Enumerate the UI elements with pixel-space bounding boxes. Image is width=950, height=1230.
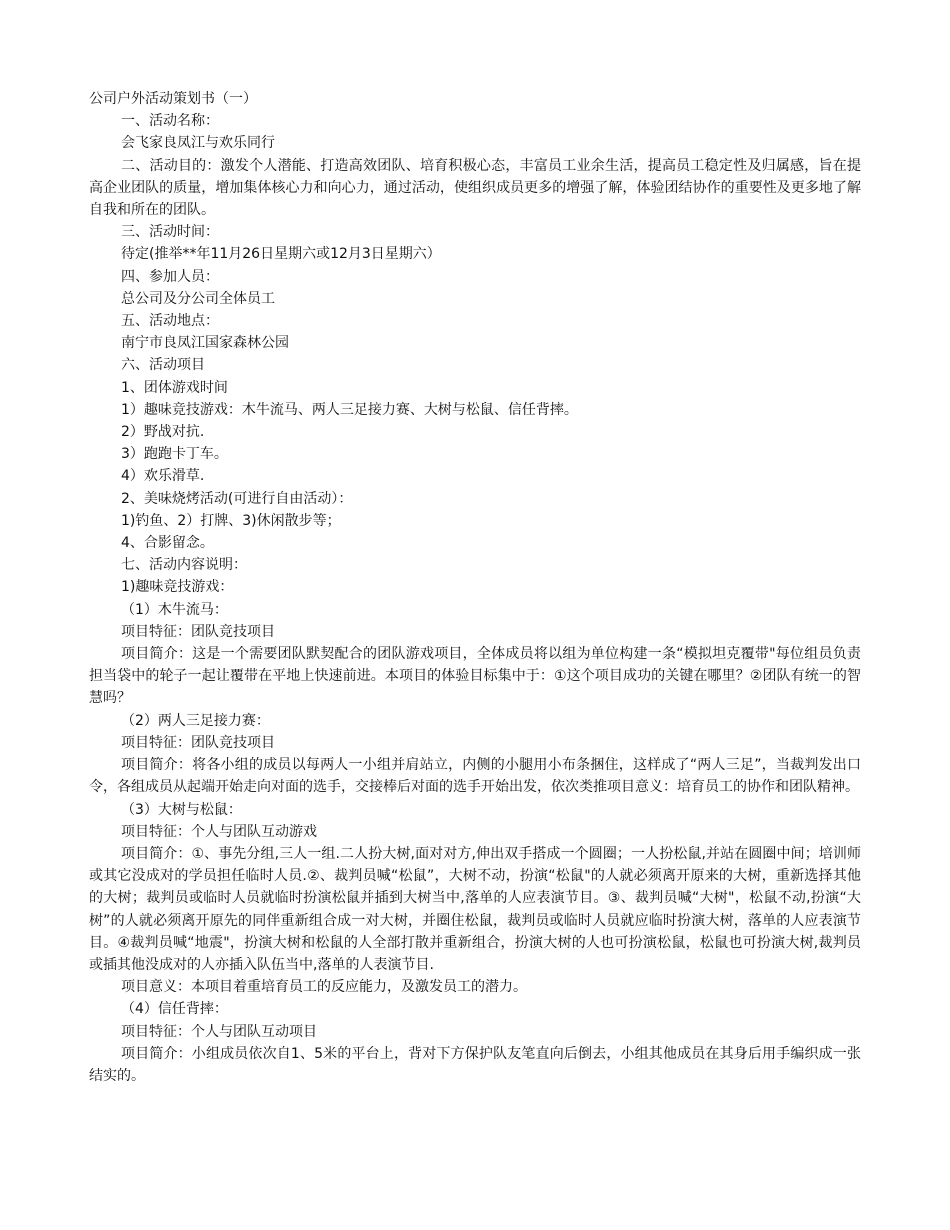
list-item: 1)钓鱼、2）打牌、3)休闲散步等； [121,512,341,529]
paragraph-location: 南宁市良凤江国家森林公园 [121,335,289,352]
document-body [89,88,861,1087]
paragraph-item-feature: 项目特征：团队竞技项目 [121,734,275,751]
section-heading-content-description: 七、活动内容说明： [121,557,247,574]
paragraph-item-intro: 项目简介：这是一个需要团队默契配合的团队游戏项目，全体成员将以组为单位构建一条“模拟坦克覆带"每位组员负责担当袋中的轮子一起让覆带在平地上快速前进。本项目的体验目标集中于：①这个项目成功的关键在哪里？②团队有统一的智慧吗？ [89,646,861,707]
section-heading-activity-time: 三、活动时间： [121,224,219,241]
list-item: 1)趣味竞技游戏： [121,579,234,596]
list-item: 4、合影留念。 [121,535,214,552]
list-item: 1）趣味竞技游戏：木牛流马、两人三足接力赛、大树与松鼠、信任背摔。 [121,401,578,418]
section-heading-activity-name: 一、活动名称： [121,113,219,130]
subsection-heading: （1）木牛流马： [121,601,228,618]
paragraph-participants: 总公司及分公司全体员工 [121,290,275,307]
paragraph-activity-time: 待定(推举**年11月26日星期六或12月3日星期六） [121,246,441,263]
list-item: 3）跑跑卡丁车。 [121,446,228,463]
paragraph-activity-name: 会飞家良凤江与欢乐同行 [121,135,275,152]
paragraph-item-intro: 项目简介：将各小组的成员以每两人一小组并肩站立，内侧的小腿用小布条捆住，这样成了“两人三足”，当裁判发出口令，各组成员从起端开始走向对面的选手，交接棒后对面的选手开始出发，依次类推项目意义：培育员工的协作和团队精神。 [89,757,861,796]
paragraph-item-significance: 项目意义：本项目着重培育员工的反应能力，及激发员工的潜力。 [121,979,527,996]
list-item: 2）野战对抗. [121,424,205,441]
subsection-heading: （3）大树与松鼠： [121,801,242,818]
list-item: 2、美味烧烤活动(可进行自由活动）： [121,490,353,507]
paragraph-item-feature: 项目特征：个人与团队互动游戏 [121,823,317,840]
paragraph-item-intro: 项目简介：小组成员依次自1、5米的平台上，背对下方保护队友笔直向后倒去，小组其他成员在其身后用手编织成一张结实的。 [89,1045,861,1084]
paragraph-activity-purpose: 二、活动目的：激发个人潜能、打造高效团队、培育积极心态，丰富员工业余生活，提高员工稳定性及归属感，旨在提高企业团队的质量，增加集体核心力和向心力，通过活动，使组织成员更多的增强了解，体验团结协作的重要性及更多地了解自我和所在的团队。 [89,157,861,219]
section-heading-participants: 四、参加人员： [121,268,219,285]
document-title: 公司户外活动策划书（一） [89,91,257,107]
section-heading-location: 五、活动地点： [121,313,219,330]
paragraph-item-feature: 项目特征：个人与团队互动项目 [121,1023,317,1040]
subsection-heading: （4）信任背摔： [121,1001,228,1018]
paragraph-item-feature: 项目特征：团队竞技项目 [121,623,275,640]
subsection-heading: （2）两人三足接力赛： [121,712,270,729]
paragraph-item-intro: 项目简介：①、事先分组,三人一组.二人扮大树,面对对方,伸出双手搭成一个圆圈；一人扮松鼠,并站在圆圈中间；培训师或其它没成对的学员担任临时人员.②、裁判员喊“松鼠”，大树不动，扮演“松鼠"的人就必须离开原来的大树，重新选择其他的大树；裁判员或临时人员就临时扮演松鼠并插到大树当中,落单的人应表演节目。③、裁判员喊“大树"，松鼠不动,扮演“大树”的人就必须离开原先的同伴重新组合成一对大树，并圈住松鼠，裁判员或临时人员就应临时扮演大树，落单的人应表演节目。④裁判员喊“地震"，扮演大树和松鼠的人全部打散并重新组合，扮演大树的人也可扮演松鼠，松鼠也可扮演大树,裁判员或插其他没成对的人亦插入队伍当中,落单的人表演节目. [89,845,861,973]
list-item: 1、团体游戏时间 [121,379,228,396]
section-heading-activity-items: 六、活动项目 [121,357,205,374]
list-item: 4）欢乐滑草. [121,468,205,485]
